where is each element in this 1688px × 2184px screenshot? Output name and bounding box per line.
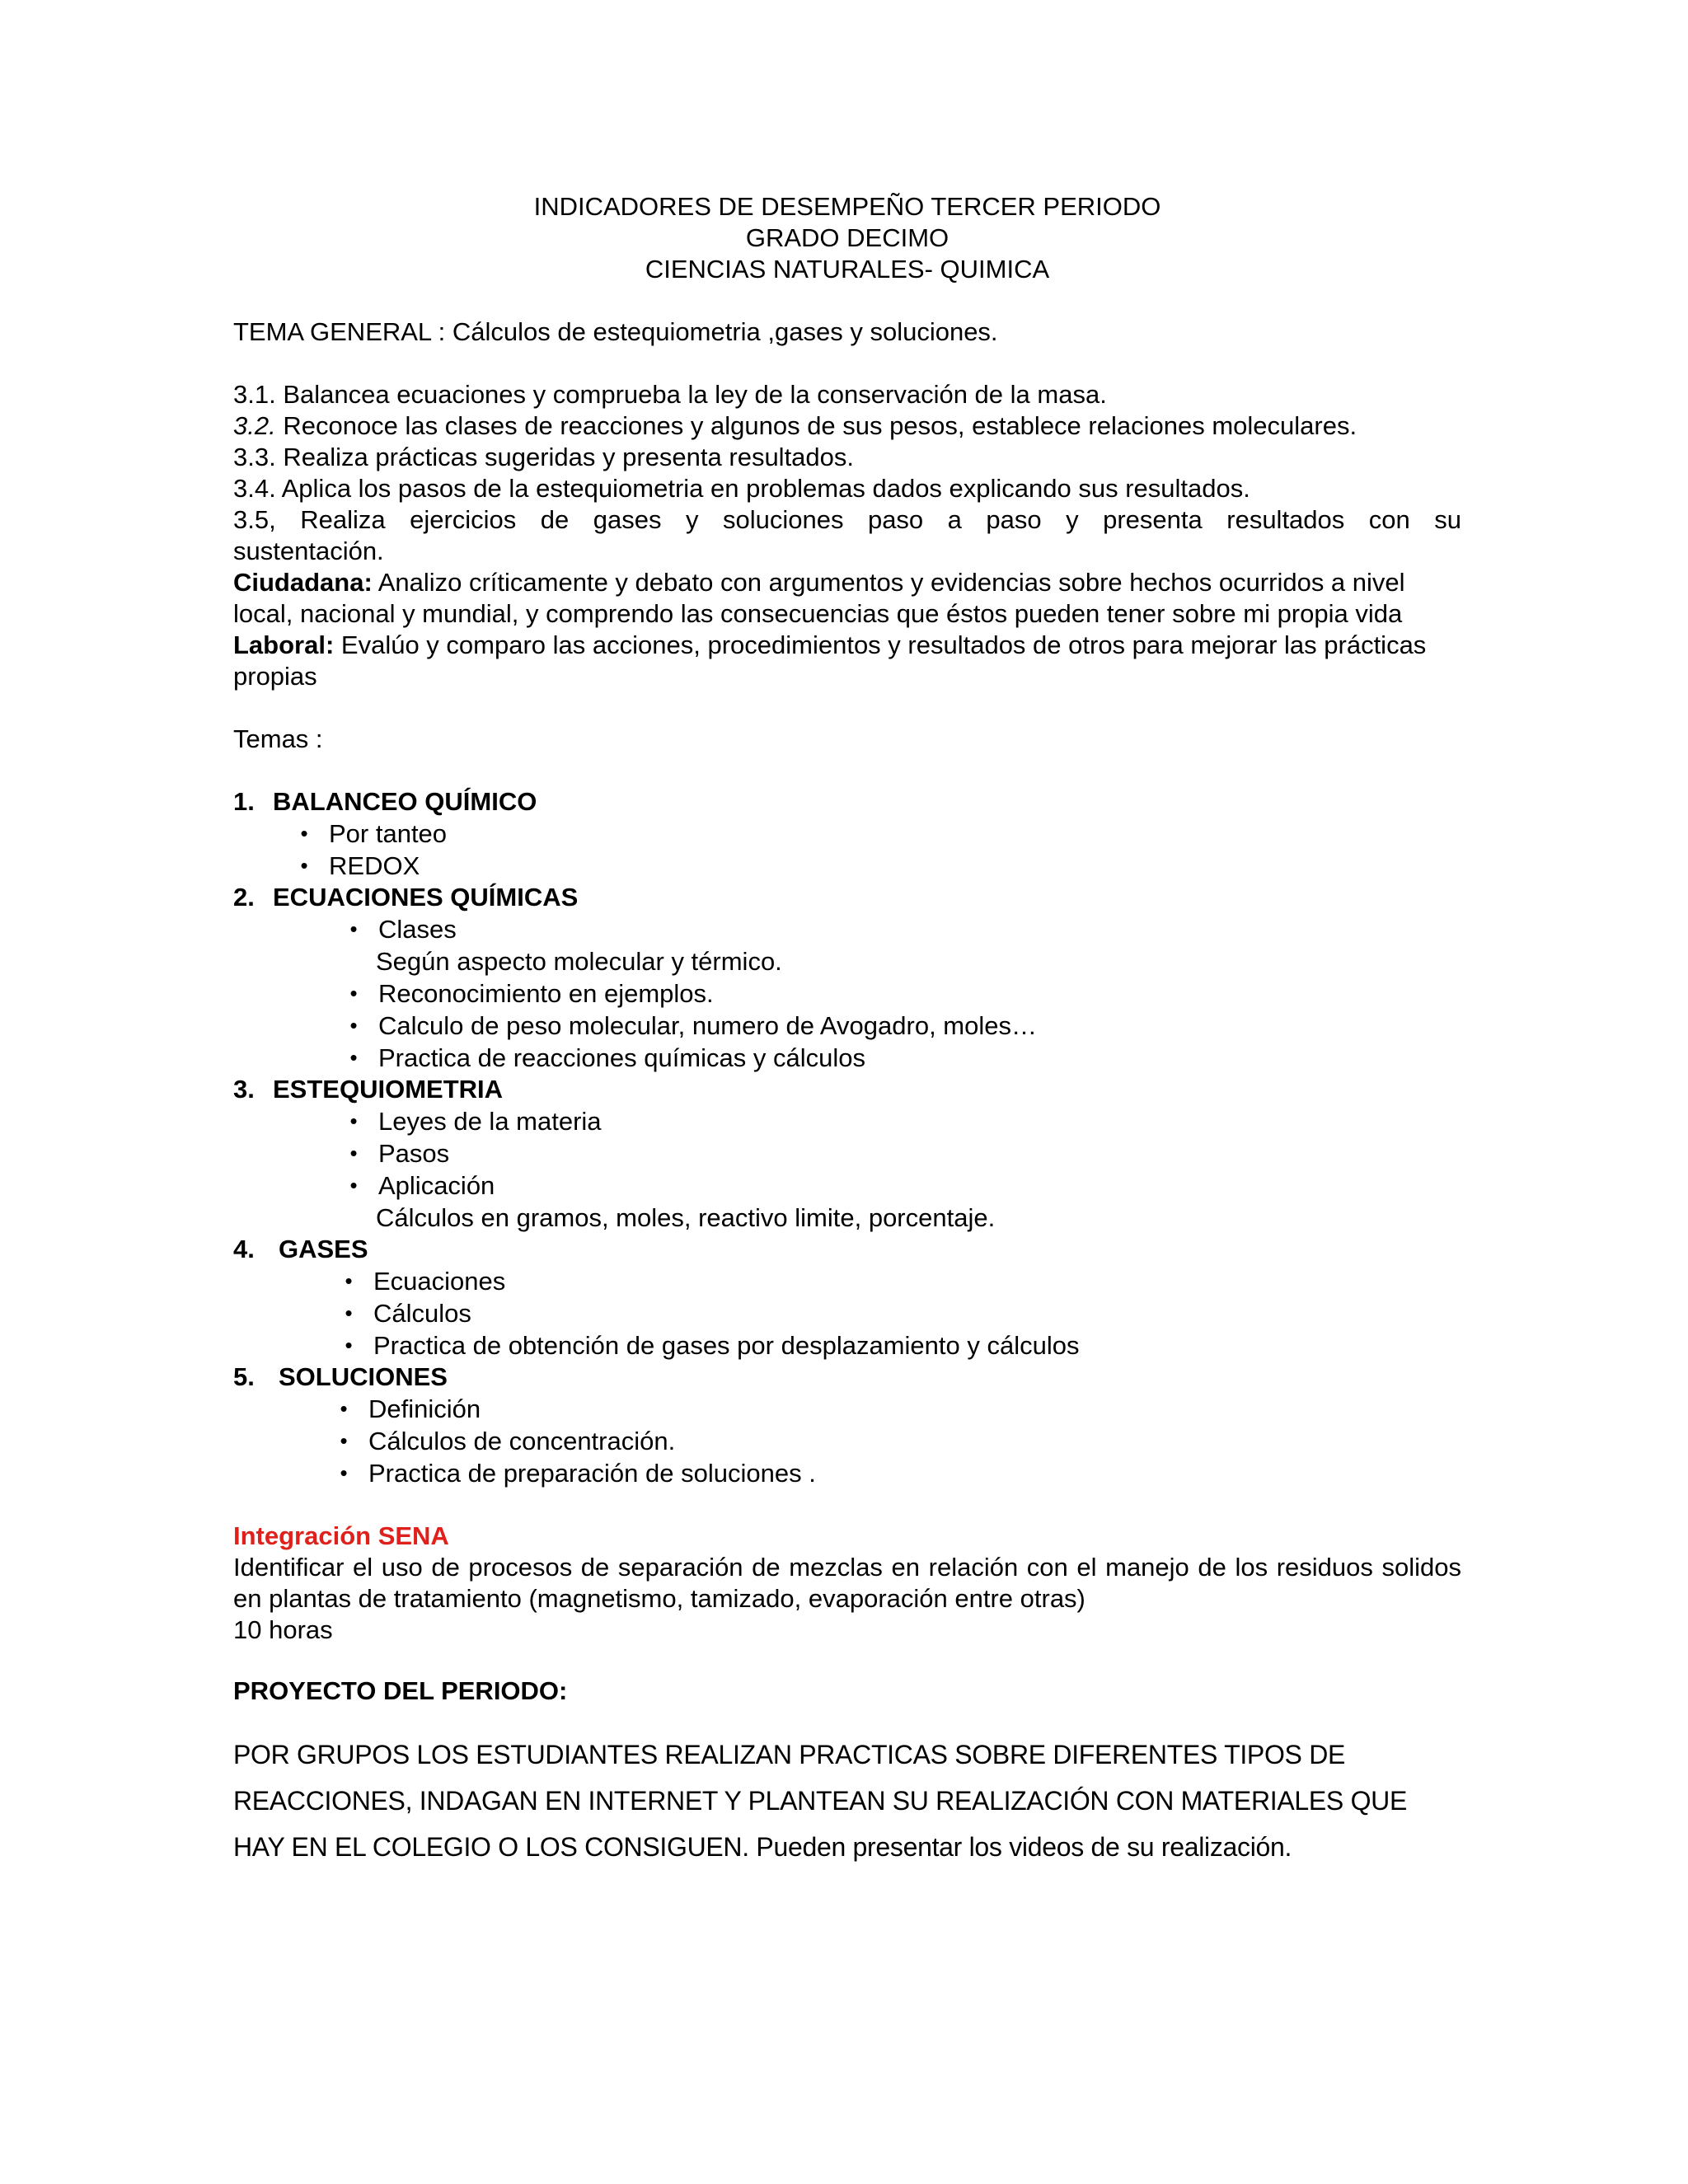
bullet-icon: • xyxy=(349,1141,358,1165)
list-item xyxy=(233,1265,1461,1297)
indicator-number: 3.4. xyxy=(233,474,276,503)
indicator-3-5 xyxy=(233,504,1461,567)
list-item xyxy=(233,1329,1461,1361)
topic-number: 4. xyxy=(233,1235,255,1263)
list-item xyxy=(233,850,1461,882)
document-header xyxy=(233,191,1461,285)
competencia-laboral xyxy=(233,630,1428,692)
bullet-icon: • xyxy=(300,821,308,846)
list-item-text: Ecuaciones xyxy=(373,1267,506,1296)
bullet-icon: • xyxy=(340,1428,348,1453)
header-subject: CIENCIAS NATURALES- QUIMICA xyxy=(645,255,1050,284)
sena-hours: 10 horas xyxy=(233,1615,333,1644)
indicator-text: Reconoce las clases de reacciones y algunos de sus pesos, establece relaciones moleculares. xyxy=(275,411,1357,440)
indicator-text: Realiza prácticas sugeridas y presenta resultados. xyxy=(275,443,855,471)
list-item xyxy=(233,1393,1461,1425)
indicator-text: Aplica los pasos de la estequiometria en problemas dados explicando sus resultados. xyxy=(275,474,1250,503)
topic-number: 2. xyxy=(233,883,255,912)
competencia-ciudadana xyxy=(233,567,1445,630)
bullet-icon: • xyxy=(300,853,308,878)
topic-heading xyxy=(233,786,1461,818)
indicator-text: Realiza ejercicios de gases y soluciones paso a paso y presenta resultados con su sustentación. xyxy=(233,505,1461,565)
list-item xyxy=(233,1010,1461,1042)
list-item-text: Pasos xyxy=(378,1139,450,1168)
list-item-text: Practica de preparación de soluciones . xyxy=(368,1459,816,1488)
indicator-3-2 xyxy=(233,410,1461,442)
topic-title: ESTEQUIOMETRIA xyxy=(273,1075,504,1104)
list-item-text: Definición xyxy=(368,1394,481,1423)
list-item-text: Aplicación xyxy=(378,1171,495,1200)
indicator-number: 3.3. xyxy=(233,443,276,471)
topic-title: GASES xyxy=(279,1235,368,1263)
list-item-text: Clases xyxy=(378,915,457,944)
list-item xyxy=(233,818,1461,850)
topic-number: 3. xyxy=(233,1075,255,1104)
bullet-icon: • xyxy=(349,1108,358,1133)
indicator-3-4 xyxy=(233,473,1461,504)
laboral-text: Evalúo y comparo las acciones, procedimientos y resultados de otros para mejorar las prácticas propias xyxy=(233,630,1427,691)
topic-5-list xyxy=(233,1393,1461,1489)
topic-3-list xyxy=(233,1105,1461,1234)
topic-heading xyxy=(233,1074,1461,1105)
document-content xyxy=(233,191,1461,1870)
header-grade: GRADO DECIMO xyxy=(745,223,950,252)
list-item-note: Según aspecto molecular y térmico. xyxy=(376,947,782,976)
topic-4-list xyxy=(233,1265,1461,1361)
topic-heading xyxy=(233,1361,1461,1393)
bullet-icon: • xyxy=(345,1301,353,1325)
list-item-text: Por tanteo xyxy=(329,819,448,848)
indicator-3-1 xyxy=(233,379,1461,410)
bullet-icon: • xyxy=(349,1013,358,1038)
topic-1-list xyxy=(233,818,1461,882)
bullet-icon: • xyxy=(349,981,358,1005)
topic-2-list xyxy=(233,913,1461,1074)
list-item xyxy=(233,977,1461,1010)
indicator-text: Balancea ecuaciones y comprueba la ley de la conservación de la masa. xyxy=(275,380,1107,409)
list-item-text: Calculo de peso molecular, numero de Avogadro, moles… xyxy=(378,1011,1037,1040)
tema-general: TEMA GENERAL : Cálculos de estequiometria ,gases y soluciones. xyxy=(233,317,998,346)
sena-text: Identificar el uso de procesos de separación de mezclas en relación con el manejo de los residuos solidos en plantas de tratamiento (magnetismo, tamizado, evaporación entre otras) xyxy=(233,1553,1461,1613)
project-body: POR GRUPOS LOS ESTUDIANTES REALIZAN PRACTICAS SOBRE DIFERENTES TIPOS DE REACCIONES, INDAGAN EN INTERNET Y PLANTEAN SU REALIZACIÓN CON MATERIALES QUE HAY EN EL COLEGIO O LOS CONSIGUEN. Pueden presentar los videos de su realización. xyxy=(233,1740,1408,1862)
list-item-note: Cálculos en gramos, moles, reactivo limite, porcentaje. xyxy=(376,1203,996,1232)
ciudadana-label: Ciudadana: xyxy=(233,568,373,597)
list-item xyxy=(233,1105,1461,1137)
topic-title: BALANCEO QUÍMICO xyxy=(273,787,537,816)
list-item-text: Practica de obtención de gases por desplazamiento y cálculos xyxy=(373,1331,1080,1360)
topic-heading xyxy=(233,1234,1461,1265)
list-item-text: REDOX xyxy=(329,851,420,880)
indicator-number: 3.2. xyxy=(233,411,276,440)
list-item xyxy=(233,1425,1461,1457)
bullet-icon: • xyxy=(349,916,358,941)
list-item xyxy=(233,1169,1461,1202)
topic-title: ECUACIONES QUÍMICAS xyxy=(273,883,579,912)
bullet-icon: • xyxy=(340,1396,348,1421)
temas-label: Temas : xyxy=(233,724,323,753)
indicator-number: 3.5, xyxy=(233,505,276,534)
topic-number: 5. xyxy=(233,1362,255,1391)
list-item xyxy=(233,1137,1461,1169)
list-item xyxy=(233,913,1461,945)
list-item-text: Leyes de la materia xyxy=(378,1107,602,1136)
list-item xyxy=(233,1297,1461,1329)
laboral-label: Laboral: xyxy=(233,630,335,659)
topic-heading xyxy=(233,882,1461,913)
topic-number: 1. xyxy=(233,787,255,816)
list-item-text: Practica de reacciones químicas y cálculos xyxy=(378,1043,865,1072)
bullet-icon: • xyxy=(345,1268,353,1293)
indicators-list xyxy=(233,379,1461,567)
sena-title: Integración SENA xyxy=(233,1521,449,1550)
ciudadana-text: Analizo críticamente y debato con argumentos y evidencias sobre hechos ocurridos a nivel local, nacional y mundial, y comprendo las consecuencias que éstos pueden tener sobre mi propia vida xyxy=(233,568,1405,628)
indicator-3-3 xyxy=(233,442,1461,473)
indicator-number: 3.1. xyxy=(233,380,276,409)
bullet-icon: • xyxy=(349,1173,358,1197)
list-item-text: Cálculos xyxy=(373,1299,471,1328)
header-title: INDICADORES DE DESEMPEÑO TERCER PERIODO xyxy=(533,192,1161,221)
list-item xyxy=(233,1457,1461,1489)
bullet-icon: • xyxy=(345,1333,353,1357)
list-item xyxy=(233,1042,1461,1074)
topic-title: SOLUCIONES xyxy=(279,1362,448,1391)
project-title: PROYECTO DEL PERIODO: xyxy=(233,1676,568,1705)
bullet-icon: • xyxy=(349,1045,358,1070)
list-item-text: Reconocimiento en ejemplos. xyxy=(378,979,714,1008)
list-item-text: Cálculos de concentración. xyxy=(368,1427,676,1455)
bullet-icon: • xyxy=(340,1460,348,1485)
